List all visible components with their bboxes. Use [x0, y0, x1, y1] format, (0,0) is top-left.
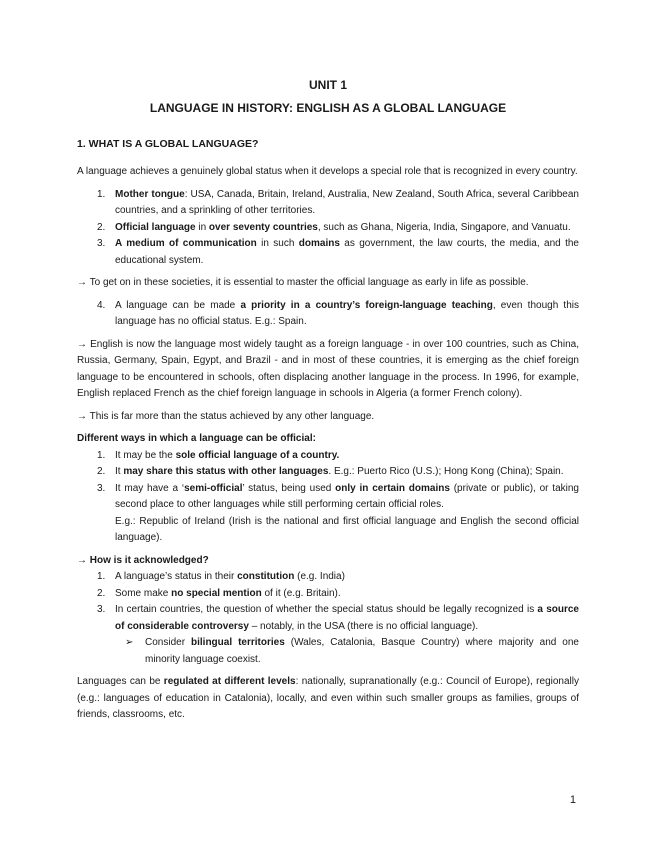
list-text [115, 236, 579, 269]
bold-heading: Different ways in which a language can be official: [77, 433, 316, 444]
list-item [77, 481, 579, 514]
foreign-teaching-list [77, 298, 579, 331]
list-text [115, 187, 579, 220]
acknowledged-heading [77, 553, 579, 570]
list-number: 4. [97, 299, 106, 311]
text-segment: in [195, 221, 209, 233]
section-heading-global-language: 1. WHAT IS A GLOBAL LANGUAGE? [77, 138, 259, 150]
text-segment: It may have a ‘ [115, 482, 185, 494]
bold-term: A medium of communication [115, 238, 257, 249]
list-number: 2. [97, 221, 106, 233]
text-segment: : USA, Canada, Britain, Ireland, Australia, New Zealand, South Africa, several Caribbean countries, and a sprinkling of other territories. [115, 188, 579, 216]
arrow-note-status: → This is far more than the status achieved by any other language. [77, 410, 375, 422]
bold-term: domains [298, 238, 340, 249]
official-ways-list [77, 448, 579, 547]
list-number: 3. [97, 604, 106, 615]
list-text [115, 602, 579, 635]
bold-term: may share this status with other languages [123, 466, 329, 477]
official-ways-heading [77, 431, 579, 448]
list-item [77, 448, 579, 465]
bold-term: only in certain domains [335, 482, 450, 494]
list-text [115, 298, 579, 331]
text-segment: (private or public), or taking second place to other languages while still performing certain official roles. [115, 482, 579, 510]
acknowledged-list [77, 569, 579, 668]
list-number: 1. [97, 449, 106, 461]
closing-paragraph [77, 674, 579, 724]
document-title: LANGUAGE IN HISTORY: ENGLISH AS A GLOBAL LANGUAGE [149, 101, 507, 115]
list-number: 1. [97, 188, 106, 200]
text-segment: (Wales, Catalonia, Basque Country) where majority and one minority language coexist. [145, 637, 579, 665]
bold-term: a priority in a country’s foreign-language teaching [240, 299, 493, 311]
text-segment: Some make [115, 587, 172, 599]
sub-bullet-item [77, 635, 579, 668]
unit-label: UNIT 1 [308, 78, 347, 92]
bold-term: Official language [115, 221, 196, 233]
bold-term: a source of considerable controversy [115, 604, 579, 632]
list-item [77, 586, 579, 603]
list-item [77, 187, 579, 220]
text-segment: (e.g. India) [294, 571, 345, 582]
list-item [77, 569, 579, 586]
bold-term: regulated at different levels [163, 676, 296, 687]
bold-term: sole official language of a country. [175, 449, 340, 461]
list-text [115, 448, 579, 465]
bold-term: constitution [237, 571, 295, 582]
example-ireland: E.g.: Republic of Ireland (Irish is the national and first official language and English the second official language). [115, 515, 579, 543]
intro-paragraph: A language achieves a genuinely global status when it develops a special role that is recognized in every country. [77, 166, 578, 177]
bold-term: Mother tongue [115, 188, 185, 200]
text-segment: In certain countries, the question of whether the special status should be legally recognized is [115, 604, 538, 615]
list-text [115, 481, 579, 514]
text-segment: Consider [145, 637, 191, 648]
list-number: 3. [97, 482, 106, 494]
list-text [145, 635, 579, 668]
page-number: 1 [569, 794, 576, 806]
text-segment: . E.g.: Puerto Rico (U.S.); Hong Kong (China); Spain. [328, 466, 564, 477]
text-segment: as government, the law courts, the media, and the educational system. [115, 238, 579, 266]
bold-term: no special mention [171, 587, 262, 599]
text-segment: It [115, 466, 124, 477]
bold-term: semi-official [184, 482, 243, 494]
list-text [115, 569, 579, 586]
text-segment: in such [256, 238, 299, 249]
text-segment: A language’s status in their [115, 571, 238, 582]
list-item [77, 236, 579, 269]
roles-list [77, 187, 579, 270]
list-text [115, 220, 579, 237]
list-item [77, 298, 579, 331]
text-segment: of it (e.g. Britain). [261, 587, 341, 599]
arrow-glyph: → [77, 554, 90, 566]
list-number: 1. [97, 571, 106, 582]
text-segment: A language can be made [115, 299, 241, 311]
arrow-note-official: → To get on in these societies, it is essential to master the official language as early in life as possible. [77, 277, 529, 288]
text-segment: It may be the [115, 449, 176, 461]
arrow-note-english-taught: → English is now the language most widely taught as a foreign language - in over 100 countries, such as China, Russia, Germany, Spain, Egypt, and Brazil - and in most of these countries, it is emerging as the chief foreign language to be encountered in schools, often displacing another language in the process. In 1996, for example, English replaced French as the chief foreign language in schools in Algeria (a former French colony). [77, 338, 579, 399]
text-segment: ’ status, being used [242, 482, 336, 494]
bold-term: over seventy countries [208, 221, 318, 233]
text-segment: : nationally, supranationally (e.g.: Council of Europe), regionally (e.g.: languages of education in Catalonia), locally, and even within such smaller groups as families, groups of friends, classrooms, etc. [77, 676, 579, 720]
bold-term: bilingual territories [191, 637, 285, 648]
list-item [77, 464, 579, 481]
list-item [77, 602, 579, 635]
text-segment: – notably, in the USA (there is no official language). [248, 620, 479, 632]
text-segment: , such as Ghana, Nigeria, India, Singapore, and Vanuatu. [317, 221, 571, 233]
list-number: 3. [97, 238, 106, 249]
arrowhead-bullet-icon: ➢ [125, 637, 134, 648]
list-text [115, 464, 579, 481]
bold-heading: How is it acknowledged? [89, 554, 209, 566]
list-number: 2. [97, 587, 106, 599]
text-segment: Languages can be [77, 676, 164, 687]
list-text [115, 586, 579, 603]
text-segment: , even though this language has no official status. E.g.: Spain. [115, 299, 579, 327]
list-number: 2. [97, 466, 106, 477]
list-item [77, 220, 579, 237]
